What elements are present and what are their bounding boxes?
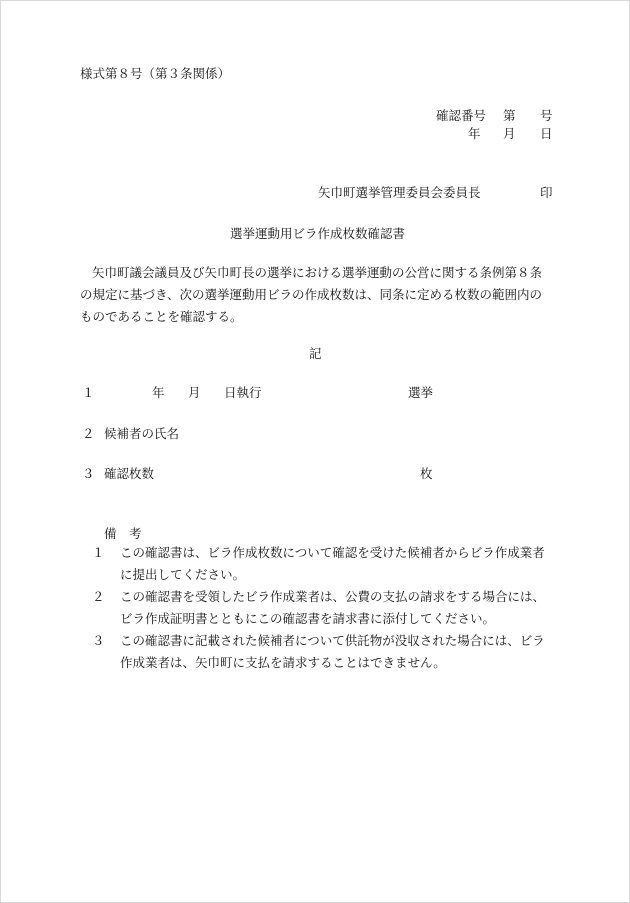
note-number: １ <box>92 545 105 560</box>
item1-election: 選挙 <box>408 385 434 400</box>
item2-number: ２ <box>82 426 95 441</box>
date-year: 年 <box>468 126 481 141</box>
item1-number: １ <box>82 385 95 400</box>
item2-label: 候補者の氏名 <box>104 426 180 441</box>
date-day: 日 <box>540 126 553 141</box>
issuer-name: 矢巾町選挙管理委員会委員長 <box>318 185 481 200</box>
document-title: 選挙運動用ビラ作成枚数確認書 <box>230 226 406 241</box>
confirmation-number-label: 確認番号 <box>436 108 487 123</box>
date-month: 月 <box>503 126 516 141</box>
note-item <box>92 586 554 630</box>
ki-heading: 記 <box>309 346 322 361</box>
item3-unit: 枚 <box>420 466 433 481</box>
note-number: ２ <box>92 589 105 604</box>
item1-month: 月 <box>188 385 201 400</box>
item3-label: 確認枚数 <box>104 466 155 481</box>
confirmation-go: 号 <box>540 108 553 123</box>
item1-year: 年 <box>152 385 165 400</box>
note-number: ３ <box>92 633 105 648</box>
item3-number: ３ <box>82 466 95 481</box>
note-text: この確認書を受領したビラ作成業者は、公費の支払の請求をする場合には、ビラ作成証明書とともにこの確認書を請求書に添付してください。 <box>120 589 546 626</box>
note-text: この確認書に記載された候補者について供託物が没収された場合には、ビラ作成業者は、矢巾町に支払を請求することはできません。 <box>120 633 545 670</box>
item1-day-exec: 日執行 <box>224 385 262 400</box>
notes-heading: 備 考 <box>104 526 142 541</box>
note-item <box>92 630 554 674</box>
note-item <box>92 542 554 586</box>
body-paragraph: 矢巾町議会議員及び矢巾町長の選挙における選挙運動の公営に関する条例第８条の規定に基づき、次の選挙運動用ビラの作成枚数は、同条に定める枚数の範囲内のものであることを確認する。 <box>80 265 543 324</box>
seal-mark: 印 <box>540 185 553 200</box>
note-text: この確認書は、ビラ作成枚数について確認を受けた候補者からビラ作成業者に提出してください。 <box>120 545 545 582</box>
form-label: 様式第８号（第３条関係） <box>80 66 231 81</box>
confirmation-dai: 第 <box>503 108 516 123</box>
